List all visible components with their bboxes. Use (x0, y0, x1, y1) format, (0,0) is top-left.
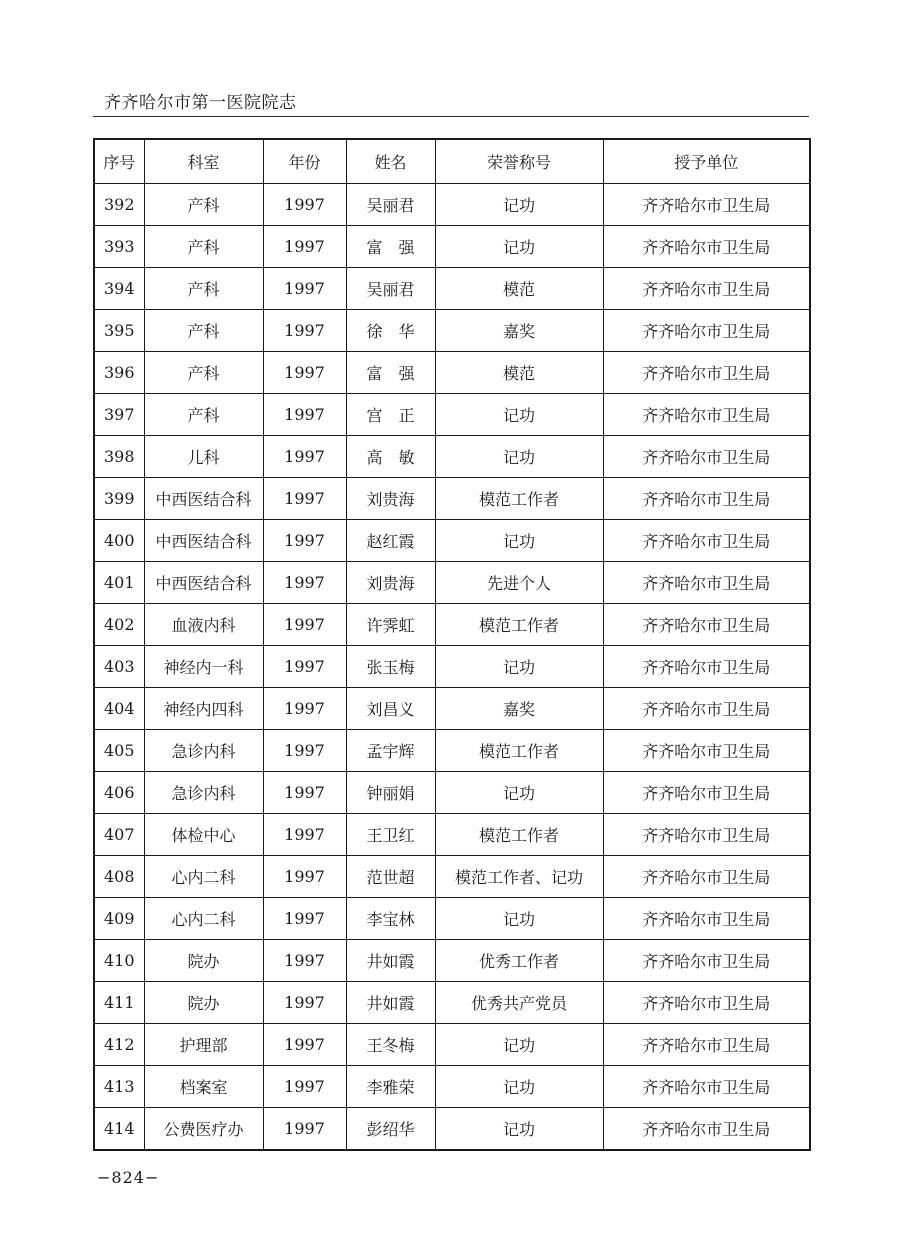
awarding-unit-cell: 齐齐哈尔市卫生局 (603, 268, 810, 310)
table-row (94, 394, 810, 436)
serial-number-cell: 409 (94, 898, 144, 940)
awarding-unit-cell: 齐齐哈尔市卫生局 (603, 184, 810, 226)
honor-title-cell: 先进个人 (435, 562, 603, 604)
serial-number-cell: 394 (94, 268, 144, 310)
department-cell: 护理部 (144, 1024, 263, 1066)
awarding-unit-cell: 齐齐哈尔市卫生局 (603, 730, 810, 772)
table-row (94, 520, 810, 562)
table-row (94, 562, 810, 604)
name-cell: 李宝林 (346, 898, 435, 940)
serial-number-cell: 403 (94, 646, 144, 688)
year-cell: 1997 (263, 940, 346, 982)
department-cell: 神经内四科 (144, 688, 263, 730)
column-header-year: 年份 (263, 139, 346, 184)
honor-title-cell: 模范工作者 (435, 814, 603, 856)
honor-title-cell: 记功 (435, 436, 603, 478)
name-cell: 张玉梅 (346, 646, 435, 688)
honor-title-cell: 记功 (435, 772, 603, 814)
name-cell: 井如霞 (346, 982, 435, 1024)
year-cell: 1997 (263, 184, 346, 226)
department-cell: 中西医结合科 (144, 562, 263, 604)
name-cell: 孟宇辉 (346, 730, 435, 772)
year-cell: 1997 (263, 604, 346, 646)
honor-title-cell: 模范 (435, 268, 603, 310)
name-cell: 徐 华 (346, 310, 435, 352)
awarding-unit-cell: 齐齐哈尔市卫生局 (603, 352, 810, 394)
awarding-unit-cell: 齐齐哈尔市卫生局 (603, 520, 810, 562)
department-cell: 神经内一科 (144, 646, 263, 688)
department-cell: 急诊内科 (144, 730, 263, 772)
table-row (94, 940, 810, 982)
serial-number-cell: 414 (94, 1108, 144, 1151)
name-cell: 富 强 (346, 226, 435, 268)
name-cell: 刘贵海 (346, 478, 435, 520)
awarding-unit-cell: 齐齐哈尔市卫生局 (603, 436, 810, 478)
table-row (94, 268, 810, 310)
awarding-unit-cell: 齐齐哈尔市卫生局 (603, 646, 810, 688)
year-cell: 1997 (263, 478, 346, 520)
serial-number-cell: 406 (94, 772, 144, 814)
serial-number-cell: 400 (94, 520, 144, 562)
name-cell: 赵红霞 (346, 520, 435, 562)
department-cell: 产科 (144, 352, 263, 394)
department-cell: 儿科 (144, 436, 263, 478)
name-cell: 吴丽君 (346, 184, 435, 226)
serial-number-cell: 393 (94, 226, 144, 268)
name-cell: 钟丽娟 (346, 772, 435, 814)
table-row (94, 856, 810, 898)
honor-title-cell: 记功 (435, 520, 603, 562)
awarding-unit-cell: 齐齐哈尔市卫生局 (603, 814, 810, 856)
table-row (94, 184, 810, 226)
name-cell: 高 敏 (346, 436, 435, 478)
serial-number-cell: 402 (94, 604, 144, 646)
table-row (94, 1024, 810, 1066)
table-row (94, 310, 810, 352)
department-cell: 产科 (144, 184, 263, 226)
honor-title-cell: 模范工作者 (435, 730, 603, 772)
year-cell: 1997 (263, 730, 346, 772)
honor-title-cell: 模范工作者 (435, 478, 603, 520)
table-header-row (94, 139, 810, 184)
awarding-unit-cell: 齐齐哈尔市卫生局 (603, 688, 810, 730)
department-cell: 急诊内科 (144, 772, 263, 814)
name-cell: 彭绍华 (346, 1108, 435, 1151)
awarding-unit-cell: 齐齐哈尔市卫生局 (603, 898, 810, 940)
awarding-unit-cell: 齐齐哈尔市卫生局 (603, 562, 810, 604)
serial-number-cell: 408 (94, 856, 144, 898)
department-cell: 档案室 (144, 1066, 263, 1108)
table-body (94, 184, 810, 1151)
honor-title-cell: 优秀共产党员 (435, 982, 603, 1024)
honor-title-cell: 嘉奖 (435, 310, 603, 352)
serial-number-cell: 411 (94, 982, 144, 1024)
name-cell: 范世超 (346, 856, 435, 898)
serial-number-cell: 396 (94, 352, 144, 394)
honor-title-cell: 模范 (435, 352, 603, 394)
year-cell: 1997 (263, 520, 346, 562)
name-cell: 刘贵海 (346, 562, 435, 604)
department-cell: 产科 (144, 310, 263, 352)
awarding-unit-cell: 齐齐哈尔市卫生局 (603, 226, 810, 268)
name-cell: 宫 正 (346, 394, 435, 436)
department-cell: 院办 (144, 982, 263, 1024)
honors-table (93, 138, 811, 1151)
table-row (94, 898, 810, 940)
honor-title-cell: 模范工作者 (435, 604, 603, 646)
serial-number-cell: 398 (94, 436, 144, 478)
table-row (94, 604, 810, 646)
serial-number-cell: 405 (94, 730, 144, 772)
awarding-unit-cell: 齐齐哈尔市卫生局 (603, 1066, 810, 1108)
honor-title-cell: 嘉奖 (435, 688, 603, 730)
department-cell: 院办 (144, 940, 263, 982)
table-row (94, 688, 810, 730)
department-cell: 体检中心 (144, 814, 263, 856)
serial-number-cell: 392 (94, 184, 144, 226)
year-cell: 1997 (263, 310, 346, 352)
year-cell: 1997 (263, 268, 346, 310)
column-header-honor-title: 荣誉称号 (435, 139, 603, 184)
table-row (94, 646, 810, 688)
honor-title-cell: 记功 (435, 1108, 603, 1151)
serial-number-cell: 404 (94, 688, 144, 730)
department-cell: 产科 (144, 268, 263, 310)
awarding-unit-cell: 齐齐哈尔市卫生局 (603, 310, 810, 352)
column-header-department: 科室 (144, 139, 263, 184)
table-row (94, 436, 810, 478)
year-cell: 1997 (263, 772, 346, 814)
year-cell: 1997 (263, 1066, 346, 1108)
name-cell: 吴丽君 (346, 268, 435, 310)
year-cell: 1997 (263, 436, 346, 478)
table-row (94, 814, 810, 856)
table-row (94, 478, 810, 520)
column-header-name: 姓名 (346, 139, 435, 184)
awarding-unit-cell: 齐齐哈尔市卫生局 (603, 982, 810, 1024)
table-row (94, 772, 810, 814)
awarding-unit-cell: 齐齐哈尔市卫生局 (603, 604, 810, 646)
name-cell: 王卫红 (346, 814, 435, 856)
honor-title-cell: 记功 (435, 184, 603, 226)
name-cell: 刘昌义 (346, 688, 435, 730)
year-cell: 1997 (263, 814, 346, 856)
honor-title-cell: 优秀工作者 (435, 940, 603, 982)
name-cell: 许霁虹 (346, 604, 435, 646)
department-cell: 心内二科 (144, 898, 263, 940)
name-cell: 王冬梅 (346, 1024, 435, 1066)
year-cell: 1997 (263, 898, 346, 940)
column-header-awarding-unit: 授予单位 (603, 139, 810, 184)
year-cell: 1997 (263, 982, 346, 1024)
table-row (94, 730, 810, 772)
year-cell: 1997 (263, 646, 346, 688)
serial-number-cell: 397 (94, 394, 144, 436)
table-header (94, 139, 810, 184)
department-cell: 产科 (144, 394, 263, 436)
honor-title-cell: 记功 (435, 1024, 603, 1066)
name-cell: 李雅荣 (346, 1066, 435, 1108)
column-header-serial-number: 序号 (94, 139, 144, 184)
table-row (94, 1108, 810, 1151)
serial-number-cell: 413 (94, 1066, 144, 1108)
name-cell: 富 强 (346, 352, 435, 394)
serial-number-cell: 407 (94, 814, 144, 856)
table-row (94, 1066, 810, 1108)
awarding-unit-cell: 齐齐哈尔市卫生局 (603, 1108, 810, 1151)
awarding-unit-cell: 齐齐哈尔市卫生局 (603, 478, 810, 520)
header-rule (93, 116, 809, 117)
serial-number-cell: 412 (94, 1024, 144, 1066)
serial-number-cell: 395 (94, 310, 144, 352)
serial-number-cell: 410 (94, 940, 144, 982)
department-cell: 公费医疗办 (144, 1108, 263, 1151)
awarding-unit-cell: 齐齐哈尔市卫生局 (603, 856, 810, 898)
department-cell: 中西医结合科 (144, 478, 263, 520)
year-cell: 1997 (263, 394, 346, 436)
awarding-unit-cell: 齐齐哈尔市卫生局 (603, 772, 810, 814)
awarding-unit-cell: 齐齐哈尔市卫生局 (603, 940, 810, 982)
year-cell: 1997 (263, 226, 346, 268)
table-row (94, 352, 810, 394)
page-number: −824− (97, 1168, 160, 1187)
year-cell: 1997 (263, 1108, 346, 1151)
serial-number-cell: 399 (94, 478, 144, 520)
year-cell: 1997 (263, 856, 346, 898)
department-cell: 中西医结合科 (144, 520, 263, 562)
serial-number-cell: 401 (94, 562, 144, 604)
table-row (94, 982, 810, 1024)
year-cell: 1997 (263, 1024, 346, 1066)
honor-title-cell: 记功 (435, 1066, 603, 1108)
department-cell: 心内二科 (144, 856, 263, 898)
awarding-unit-cell: 齐齐哈尔市卫生局 (603, 394, 810, 436)
awarding-unit-cell: 齐齐哈尔市卫生局 (603, 1024, 810, 1066)
honor-title-cell: 记功 (435, 394, 603, 436)
table-row (94, 226, 810, 268)
honor-title-cell: 记功 (435, 226, 603, 268)
year-cell: 1997 (263, 352, 346, 394)
honor-title-cell: 模范工作者、记功 (435, 856, 603, 898)
honor-title-cell: 记功 (435, 898, 603, 940)
honor-title-cell: 记功 (435, 646, 603, 688)
name-cell: 井如霞 (346, 940, 435, 982)
year-cell: 1997 (263, 688, 346, 730)
year-cell: 1997 (263, 562, 346, 604)
department-cell: 产科 (144, 226, 263, 268)
running-header: 齐齐哈尔市第一医院院志 (104, 93, 297, 113)
department-cell: 血液内科 (144, 604, 263, 646)
